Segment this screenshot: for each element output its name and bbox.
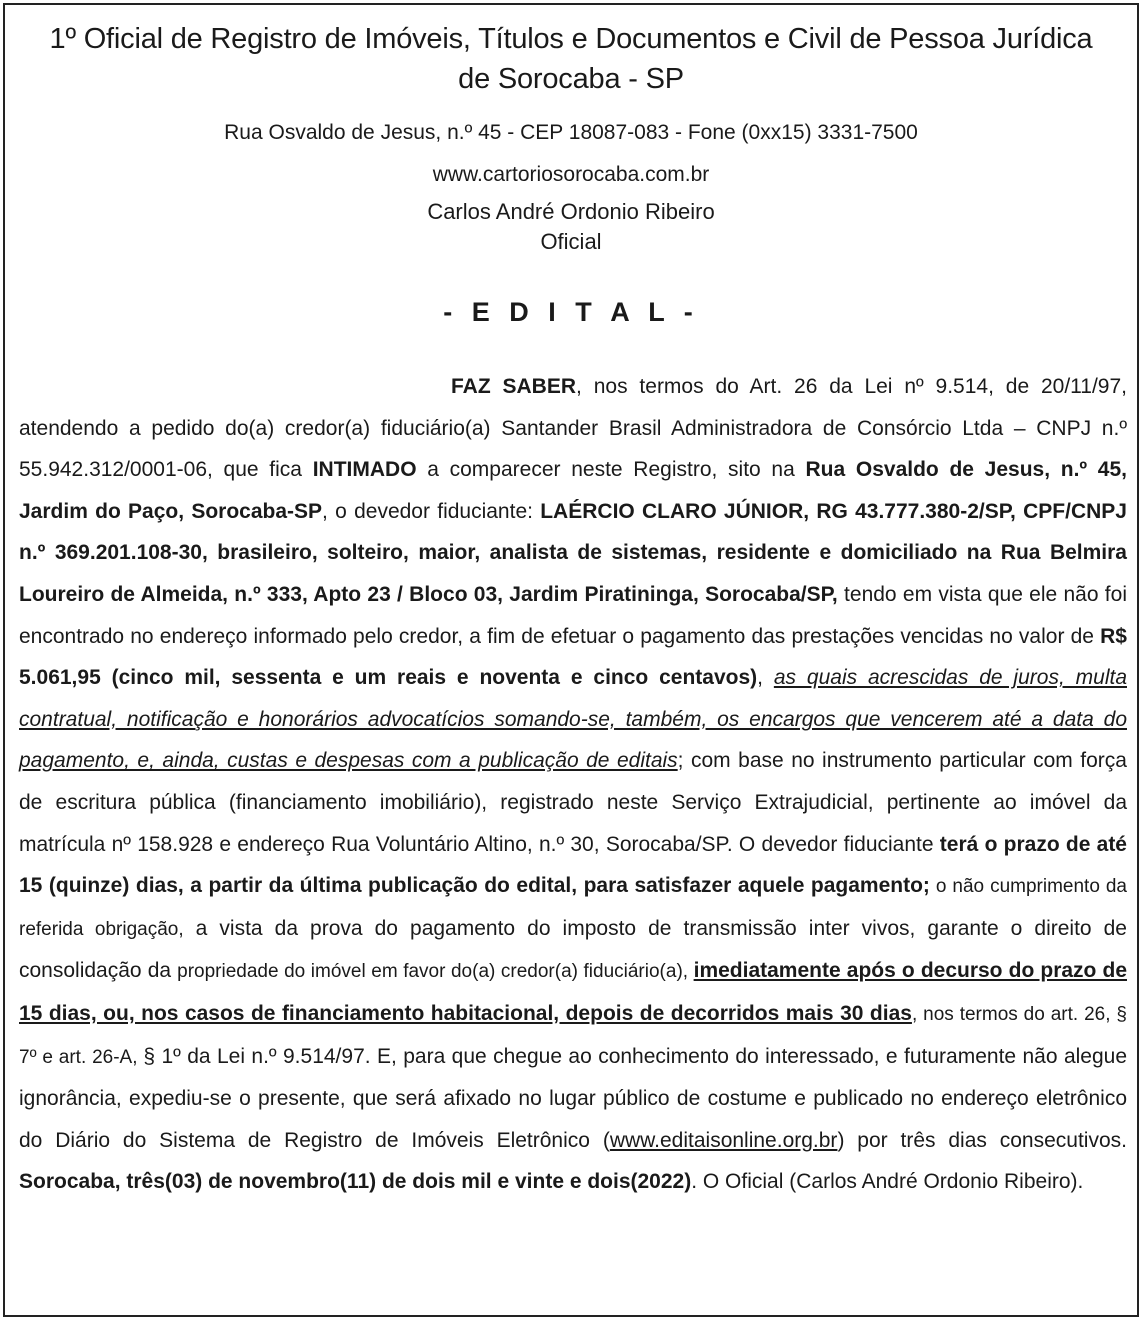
registry-website: www.cartoriosorocaba.com.br	[432, 163, 710, 186]
body-text-small: , nos termos do art. 26, § 7º e art. 26-A,	[19, 1003, 1127, 1068]
editais-link[interactable]: www.editaisonline.org.br	[609, 1128, 838, 1152]
edital-body	[19, 366, 1127, 1203]
edital-title: - E D I T A L -	[443, 297, 699, 327]
debt-amount: R$ 5.061,95 (cinco mil, sessenta e um reais e noventa e cinco centavos)	[19, 624, 1127, 690]
consolidation-clause: imediatamente após o decurso do prazo de 15 dias, ou, nos casos de financiamento habitacional, depois de decorridos mais 30 dias	[19, 959, 1127, 1025]
body-text: a comparecer neste Registro, sito na	[416, 458, 806, 482]
faz-saber: FAZ SABER	[451, 375, 577, 398]
body-text: ,	[757, 666, 774, 690]
official-name: Carlos André Ordonio Ribeiro	[427, 199, 715, 224]
registry-title-line2: de Sorocaba - SP	[458, 63, 684, 95]
official-role: Oficial	[540, 229, 602, 254]
charges-clause: as quais acrescidas de juros, multa contratual, notificação e honorários advocatícios somando-se, também, os encargos que vencerem até a data do pagamento, e, ainda, custas e despesas com a publicação de editais	[19, 666, 1127, 773]
intimado: INTIMADO	[312, 458, 417, 482]
body-text: a vista da prova do pagamento do imposto de transmissão inter vivos, garante o direito de consolidação da	[19, 916, 1127, 983]
body-text-small: propriedade do imóvel em favor do(a) credor(a) fiduciário(a),	[177, 961, 694, 983]
debtor-identification: LAÉRCIO CLARO JÚNIOR, RG 43.777.380-2/SP, CPF/CNPJ n.º 369.201.108-30, brasileiro, solteiro, maior, analista de sistemas, residente e domiciliado na Rua Belmira Loureiro de Almeida, n.º 333, Apto 23 / Bloco 03, Jardim Piratininga, Sorocaba/SP,	[19, 499, 1127, 606]
body-text-small: o não cumprimento da referida obrigação,	[19, 876, 1127, 940]
edital-frame	[3, 3, 1139, 1317]
registry-title	[5, 19, 1137, 99]
body-text: § 1º da Lei n.º 9.514/97. E, para que chegue ao conhecimento do interessado, e futuramente não alegue ignorância, expediu-se o presente, que será afixado no lugar público de costume e publicado no endereço eletrônico do Diário do Sistema de Registro de Imóveis Eletrônico (	[19, 1044, 1127, 1152]
date-location: Sorocaba, três(03) de novembro(11) de dois mil e vinte e dois(2022)	[19, 1170, 692, 1194]
edital-paragraph	[19, 366, 1127, 1203]
registry-header	[5, 19, 1137, 257]
body-text: . O Oficial (Carlos André Ordonio Ribeiro).	[691, 1170, 1084, 1194]
body-text: tendo em vista que ele não foi encontrado no endereço informado pelo credor, a fim de efetuar o pagamento das prestações vencidas no valor de	[19, 582, 1127, 648]
payment-deadline: terá o prazo de até 15 (quinze) dias, a partir da última publicação do edital, para satisfazer aquele pagamento;	[19, 832, 1127, 898]
body-text: , o devedor fiduciante:	[322, 499, 541, 523]
body-text: ) por três dias consecutivos.	[837, 1128, 1127, 1152]
body-text: ; com base no instrumento particular com força de escritura pública (financiamento imobiliário), registrado neste Serviço Extrajudicial, pertinente ao imóvel da matrícula nº 158.928 e endereço Rua Voluntário Altino, n.º 30, Sorocaba/SP. O devedor fiduciante	[19, 749, 1127, 856]
body-text: , nos termos do Art. 26 da Lei nº 9.514, de 20/11/97, atendendo a pedido do(a) credor(a) fiduciário(a) Santander Brasil Administradora de Consórcio Ltda – CNPJ n.º 55.942.312/0001-06, que fica	[19, 375, 1127, 482]
registry-address: Rua Osvaldo de Jesus, n.º 45 - CEP 18087-083 - Fone (0xx15) 3331-7500	[224, 121, 918, 144]
registry-title-line1: 1º Oficial de Registro de Imóveis, Títulos e Documentos e Civil de Pessoa Jurídica	[49, 23, 1093, 55]
registry-location: Rua Osvaldo de Jesus, n.º 45, Jardim do Paço, Sorocaba-SP	[19, 458, 1127, 523]
